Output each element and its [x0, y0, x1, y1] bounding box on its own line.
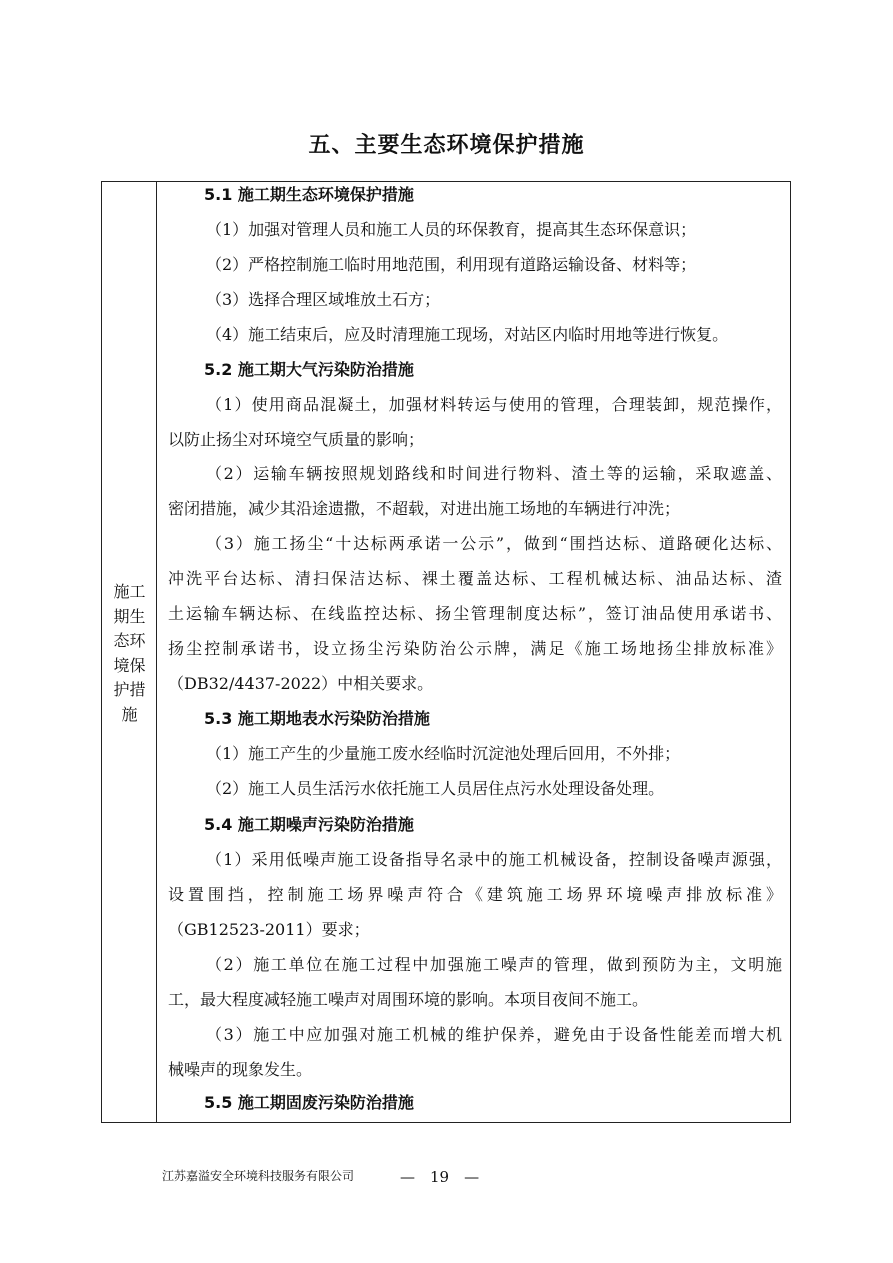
- section-heading: 5.5 施工期固废污染防治措施: [204, 1093, 414, 1112]
- row-header-label: [102, 580, 157, 727]
- paragraph-line: 冲洗平台达标、清扫保洁达标、裸土覆盖达标、工程机械达标、油品达标、渣: [168, 569, 782, 588]
- row-header-cell: [102, 182, 157, 1122]
- measures-table: [101, 181, 791, 1123]
- page-number: — 19 —: [400, 1168, 480, 1186]
- footer-company: 江苏嘉溢安全环境科技服务有限公司: [162, 1169, 355, 1183]
- content-cell: [158, 182, 790, 1122]
- paragraph-line: 设置围挡，控制施工场界噪声符合《建筑施工场界环境噪声排放标准》: [168, 885, 782, 904]
- paragraph-line: （1）采用低噪声施工设备指导名录中的施工机械设备，控制设备噪声源强，: [206, 850, 782, 869]
- row-header-char: 施: [121, 704, 138, 724]
- section-heading: 5.2 施工期大气污染防治措施: [204, 360, 414, 379]
- row-header-char: 态环: [113, 631, 146, 650]
- row-header-char: 护措: [113, 680, 146, 699]
- paragraph-line: 土运输车辆达标、在线监控达标、扬尘管理制度达标”，签订油品使用承诺书、: [168, 604, 782, 623]
- section-heading: 5.3 施工期地表水污染防治措施: [204, 709, 430, 728]
- page-title: 五、主要生态环境保护措施: [308, 133, 585, 158]
- section-heading: 5.4 施工期噪声污染防治措施: [204, 815, 414, 834]
- paragraph-line: （GB12523-2011）要求；: [168, 920, 370, 939]
- paragraph-line: （3）施工中应加强对施工机械的维护保养，避免由于设备性能差而增大机: [206, 1025, 782, 1044]
- paragraph-line: （3）选择合理区域堆放土石方；: [206, 290, 441, 309]
- row-header-char: 期生: [113, 606, 146, 626]
- paragraph-line: 械噪声的现象发生。: [168, 1060, 313, 1079]
- paragraph-line: （2）施工单位在施工过程中加强施工噪声的管理，做到预防为主，文明施: [206, 955, 782, 974]
- row-header-char: 境保: [113, 655, 146, 675]
- section-heading: 5.1 施工期生态环境保护措施: [204, 185, 414, 204]
- paragraph-line: （2）施工人员生活污水依托施工人员居住点污水处理设备处理。: [206, 779, 665, 798]
- paragraph-line: 扬尘控制承诺书，设立扬尘污染防治公示牌，满足《施工场地扬尘排放标准》: [168, 639, 782, 658]
- paragraph-line: 以防止扬尘对环境空气质量的影响；: [168, 430, 425, 449]
- paragraph-line: （DB32/4437-2022）中相关要求。: [168, 674, 434, 693]
- paragraph-line: 密闭措施，减少其沿途遗撒，不超载，对进出施工场地的车辆进行冲洗；: [168, 499, 681, 518]
- row-header-char: 施工: [113, 582, 146, 601]
- paragraph-line: （1）加强对管理人员和施工人员的环保教育，提高其生态环保意识；: [206, 220, 697, 239]
- paragraph-line: （1）使用商品混凝土，加强材料转运与使用的管理，合理装卸，规范操作，: [206, 395, 782, 414]
- paragraph-line: （3）施工扬尘“十达标两承诺一公示”，做到“围挡达标、道路硬化达标、: [206, 534, 782, 553]
- paragraph-line: （2）严格控制施工临时用地范围，利用现有道路运输设备、材料等；: [206, 255, 697, 274]
- paragraph-line: （1）施工产生的少量施工废水经临时沉淀池处理后回用，不外排；: [206, 744, 681, 763]
- paragraph-line: （4）施工结束后，应及时清理施工现场，对站区内临时用地等进行恢复。: [206, 325, 729, 344]
- paragraph-line: （2）运输车辆按照规划路线和时间进行物料、渣土等的运输，采取遮盖、: [206, 464, 782, 483]
- paragraph-line: 工，最大程度减轻施工噪声对周围环境的影响。本项目夜间不施工。: [168, 990, 649, 1009]
